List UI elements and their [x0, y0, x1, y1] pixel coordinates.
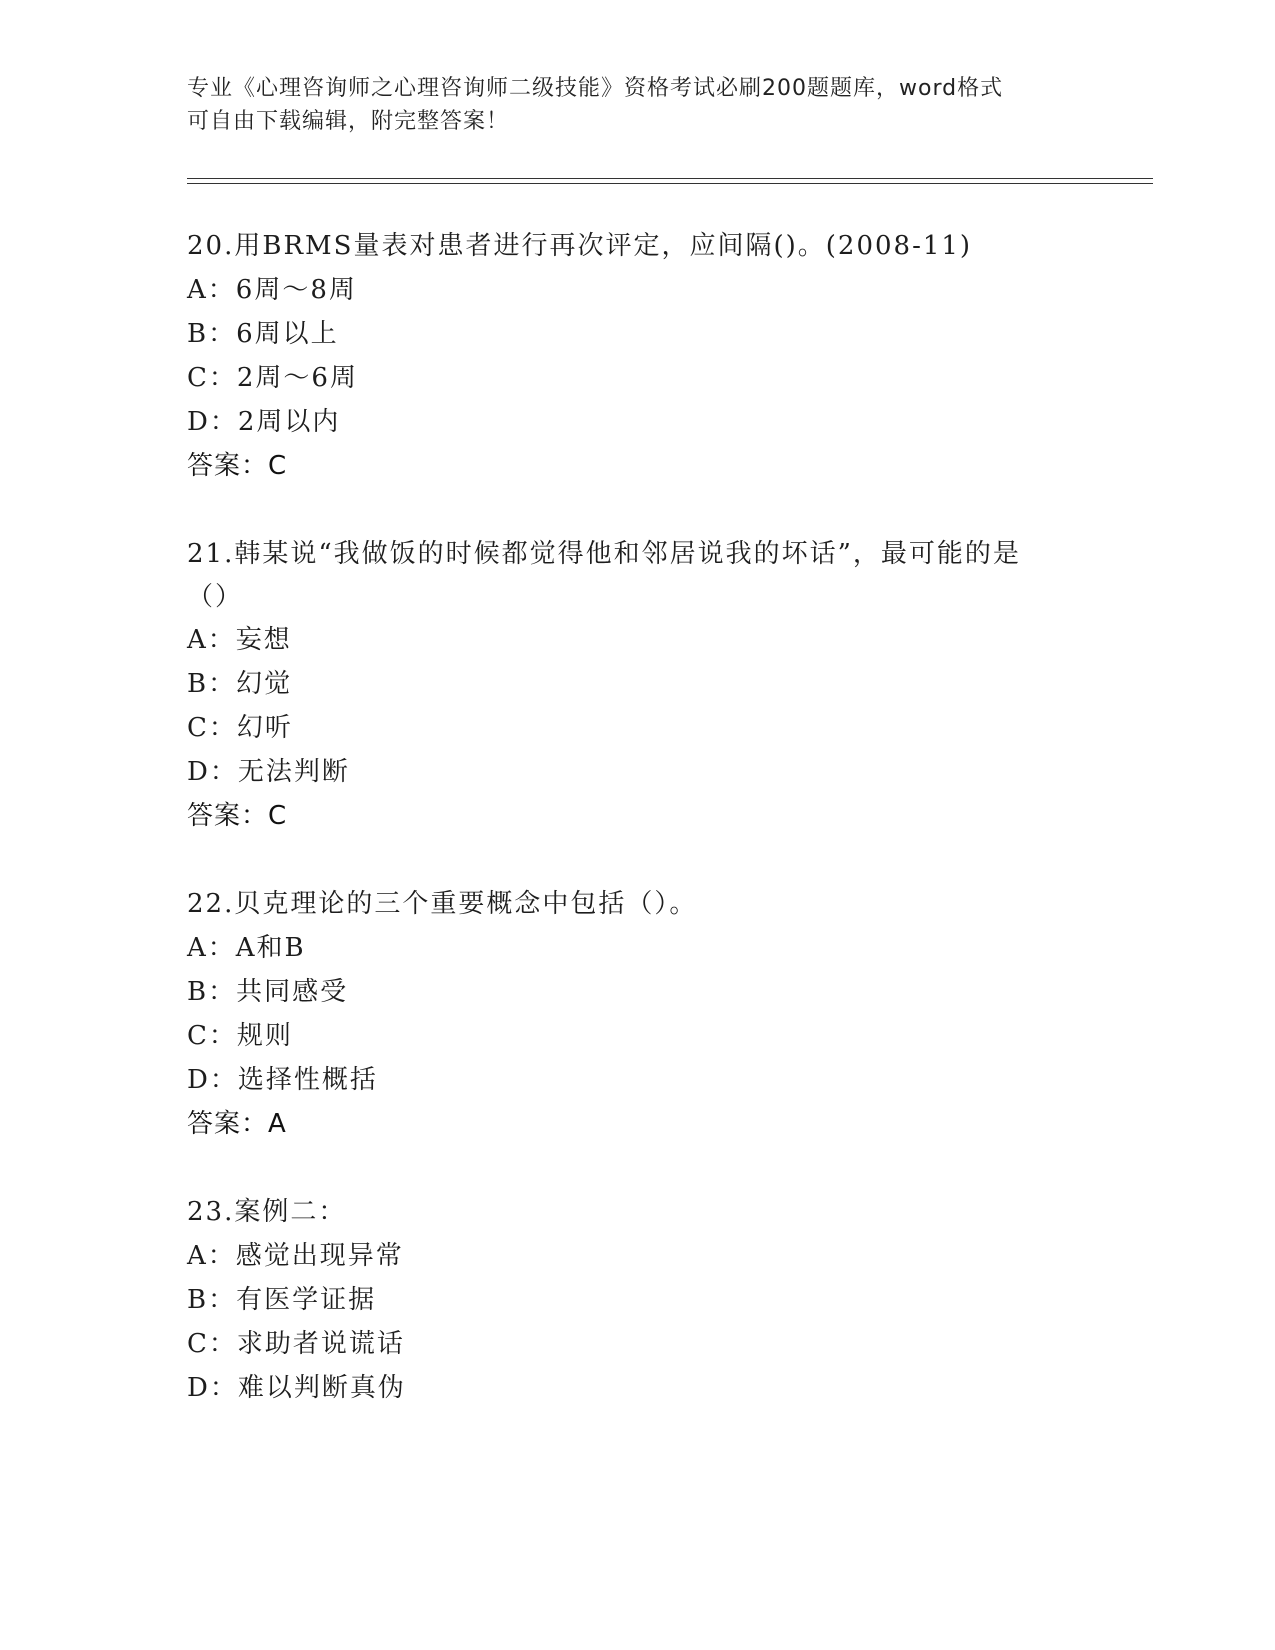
question-21-answer: 答案：C	[187, 801, 288, 831]
question-21-option-d: D：无法判断	[187, 757, 350, 787]
question-23-option-a: A：感觉出现异常	[187, 1241, 404, 1271]
question-22-option-b: B：共同感受	[187, 977, 349, 1007]
question-23-option-b: B：有医学证据	[187, 1285, 377, 1315]
question-23-option-d: D：难以判断真伪	[187, 1373, 406, 1403]
question-21-option-a: A：妄想	[187, 625, 292, 655]
header-divider-top	[187, 178, 1153, 179]
question-20-option-b: B：6周以上	[187, 319, 339, 349]
question-20-option-d: D：2周以内	[187, 407, 341, 437]
question-22-option-d: D：选择性概括	[187, 1065, 378, 1095]
question-20-option-a: A：6周～8周	[187, 275, 357, 305]
header-line-2: 可自由下载编辑，附完整答案！	[187, 109, 510, 134]
question-22-stem: 22.贝克理论的三个重要概念中包括（）。	[187, 889, 698, 919]
question-21-option-b: B：幻觉	[187, 669, 293, 699]
question-21-stem: 21.韩某说“我做饭的时候都觉得他和邻居说我的坏话”，最可能的是	[187, 539, 1021, 569]
question-23-stem: 23.案例二：	[187, 1197, 347, 1227]
question-20-stem: 20.用BRMS量表对患者进行再次评定，应间隔()。(2008-11)	[187, 231, 973, 261]
question-21-option-c: C：幻听	[187, 713, 293, 743]
question-22-option-a: A：A和B	[187, 933, 306, 963]
question-22-answer: 答案：A	[187, 1109, 287, 1139]
question-22-option-c: C：规则	[187, 1021, 293, 1051]
question-20-answer: 答案：C	[187, 451, 288, 481]
header-line-1: 专业《心理咨询师之心理咨询师二级技能》资格考试必刷200题题库，word格式	[187, 76, 1004, 101]
question-20-option-c: C：2周～6周	[187, 363, 358, 393]
question-21-stem-continued: （）	[187, 582, 244, 612]
header-divider-bottom	[187, 183, 1153, 184]
document-header	[187, 72, 1087, 138]
question-23-option-c: C：求助者说谎话	[187, 1329, 405, 1359]
